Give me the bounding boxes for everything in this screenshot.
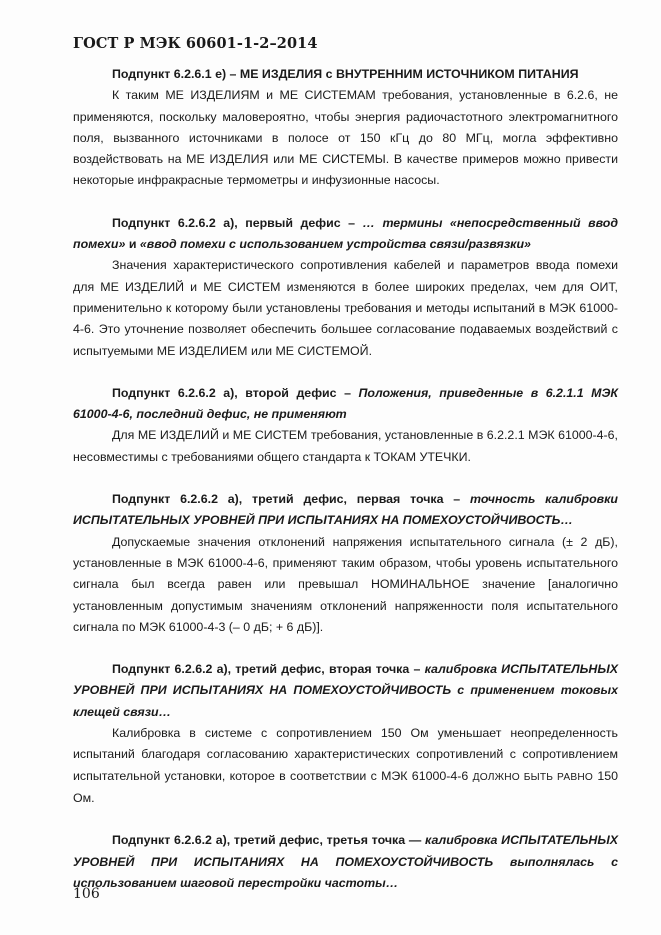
section-body: К таким МЕ ИЗДЕЛИЯМ и МЕ СИСТЕМАМ требования, установленные в 6.2.6, не применяются, поскольку маловероятно, чтобы энергия радиочастотного электромагнитного поля, вызванного источниками в полосе от 150 кГц до 80 МГц, могла эффективно воздействовать на МЕ ИЗДЕЛИЯ или МЕ СИСТЕМЫ. В качестве примеров можно привести некоторые инфракрасные термометры и инфузионные насосы. <box>73 88 618 188</box>
section-heading <box>73 64 618 85</box>
section-heading <box>73 213 618 256</box>
heading-connector: и <box>125 237 140 252</box>
heading-title: МЕ ИЗДЕЛИЯ с ВНУТРЕННИМ ИСТОЧНИКОМ ПИТАНИЯ <box>239 67 579 81</box>
heading-prefix: Подпункт 6.2.6.2 а), третий дефис, первая точка – <box>112 492 470 507</box>
body-text: Калибровка в системе с сопротивлением 150 Ом уменьшает неопределенность испытаний благодаря согласованию характеристических сопротивлений с сопротивлением испытательной установки, которое в соответствии с МЭК 61000-4-6 <box>73 726 618 783</box>
heading-italic: «ввод помехи с использованием устройства связи/развязки» <box>139 237 531 252</box>
heading-italic: … термины «непосредственный ввод помехи» <box>73 215 618 252</box>
page-content <box>73 64 618 894</box>
standard-id-header: ГОСТ Р МЭК 60601-1-2–2014 <box>73 35 318 52</box>
heading-prefix: Подпункт 6.2.6.1 е) – <box>112 67 240 81</box>
section-heading <box>73 830 618 894</box>
section-heading <box>73 659 618 723</box>
section-body: Для МЕ ИЗДЕЛИЙ и МЕ СИСТЕМ требования, установленные в 6.2.2.1 МЭК 61000-4-6, несовместимы с требованиями общего стандарта к ТОКАМ УТЕЧКИ. <box>73 428 618 464</box>
section-heading <box>73 383 618 426</box>
heading-prefix: Подпункт 6.2.6.2 а), третий дефис, третья точка — <box>112 833 426 848</box>
page-number: 106 <box>73 886 100 902</box>
section-body <box>73 723 618 809</box>
section-body: Допускаемые значения отклонений напряжения испытательного сигнала (± 2 дБ), установленные в МЭК 61000-4-6, применяют таким образом, чтобы уровень испытательного сигнала был всегда равен или превышал НОМИНАЛЬНОЕ значение [аналогично установленным допустимым значениям отклонений напряженности поля испытательного сигнала по МЭК 61000-4-3 (– 0 дБ; + 6 дБ)]. <box>73 534 618 634</box>
body-text: 150 Ом. <box>73 768 618 805</box>
heading-italic: Положения, приведенные в 6.2.1.1 МЭК 61000-4-6, последний дефис, не применяют <box>73 385 618 422</box>
heading-italic: калибровка ИСПЫТАТЕЛЬНЫХ УРОВНЕЙ ПРИ ИСПЫТАНИЯХ НА ПОМЕХОУСТОЙЧИВОСТЬ с применением токовых клещей связи… <box>73 662 619 719</box>
section-body: Значения характеристического сопротивления кабелей и параметров ввода помехи для МЕ ИЗДЕЛИЙ и МЕ СИСТЕМ изменяются в более широких пределах, чем для ОИТ, применительно к которому были установлены требования и методы испытаний в МЭК 61000-4-6. Это уточнение позволяет обеспечить большее согласование подаваемых воздействий с испытуемыми МЕ ИЗДЕЛИЕМ или МЕ СИСТЕМОЙ. <box>73 258 618 358</box>
heading-prefix: Подпункт 6.2.6.2 а), первый дефис – <box>112 215 363 230</box>
heading-prefix: Подпункт 6.2.6.2 а), третий дефис, вторая точка – <box>112 662 425 677</box>
body-smallcaps: ДОЛЖНО БЫТЬ РАВНО <box>472 771 594 783</box>
section-heading <box>73 489 618 532</box>
heading-italic: калибровка ИСПЫТАТЕЛЬНЫХ УРОВНЕЙ ПРИ ИСПЫТАНИЯХ НА ПОМЕХОУСТОЙЧИВОСТЬ выполнялась с использованием шаговой перестройки частоты… <box>73 833 618 890</box>
heading-prefix: Подпункт 6.2.6.2 а), второй дефис – <box>112 385 359 400</box>
heading-italic: точность калибровки ИСПЫТАТЕЛЬНЫХ УРОВНЕЙ ПРИ ИСПЫТАНИЯХ НА ПОМЕХОУСТОЙЧИВОСТЬ… <box>73 492 618 528</box>
